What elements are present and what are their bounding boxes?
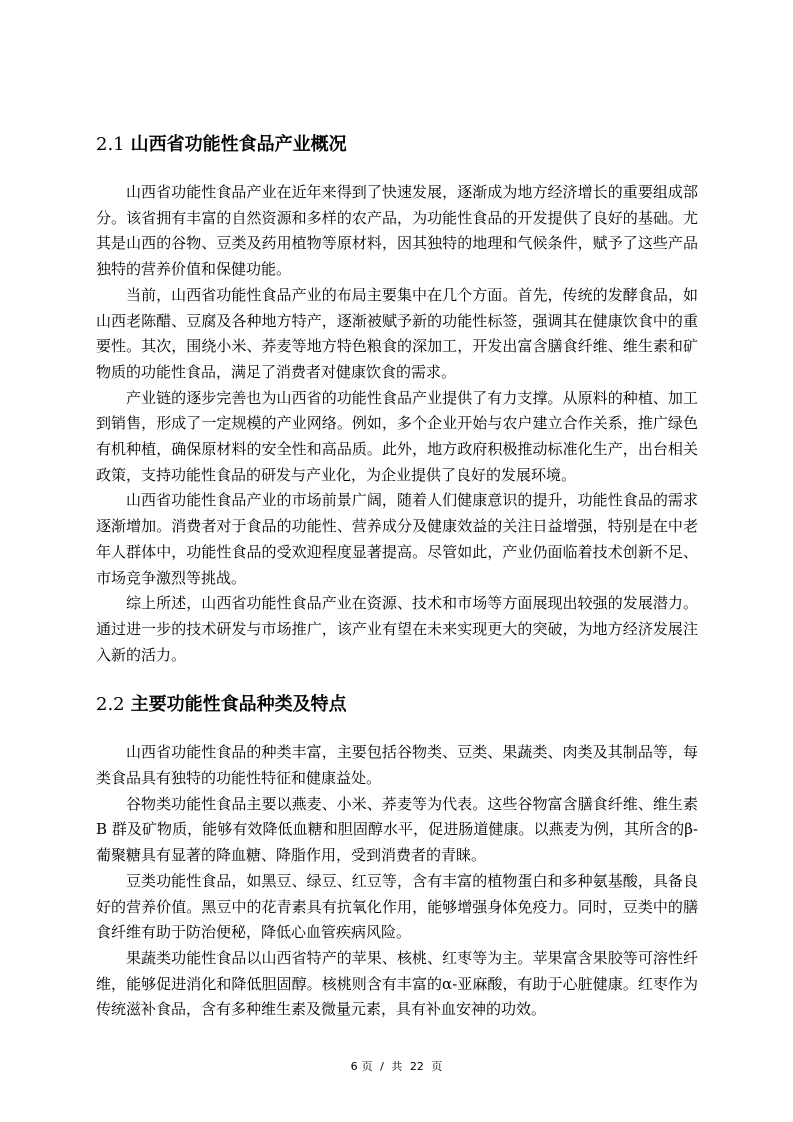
- paragraph: 豆类功能性食品，如黑豆、绿豆、红豆等，含有丰富的植物蛋白和多种氨基酸，具备良好的营养价值。黑豆中的花青素具有抗氧化作用，能够增强身体免疫力。同时，豆类中的膳食纤维有助于防治便秘，降低心血管疾病风险。: [96, 871, 698, 942]
- section-number: 2.2: [96, 694, 125, 716]
- section-title: 山西省功能性食品产业概况: [130, 134, 347, 155]
- current-page-number: 6: [350, 1060, 358, 1073]
- paragraph: 山西省功能性食品产业的市场前景广阔，随着人们健康意识的提升，功能性食品的需求逐渐增加。消费者对于食品的功能性、营养成分及健康效益的关注日益增强，特别是在中老年人群体中，功能性食品的受欢迎程度显著提高。尽管如此，产业仍面临着技术创新不足、市场竞争激烈等挑战。: [96, 491, 698, 587]
- page-content: [96, 128, 698, 1023]
- page-separator: /: [380, 1060, 384, 1073]
- section-number: 2.1: [96, 134, 125, 155]
- paragraph: 当前，山西省功能性食品产业的布局主要集中在几个方面。首先，传统的发酵食品，如山西老陈醋、豆腐及各种地方特产，逐渐被赋予新的功能性标签，强调其在健康饮食中的重要性。其次，围绕小米、荞麦等地方特色粮食的深加工，开发出富含膳食纤维、维生素和矿物质的功能性食品，满足了消费者对健康饮食的需求。: [96, 285, 698, 381]
- page-label: 页: [361, 1060, 373, 1073]
- paragraph: 综上所述，山西省功能性食品产业在资源、技术和市场等方面展现出较强的发展潜力。通过进一步的技术研发与市场推广，该产业有望在未来实现更大的突破，为地方经济发展注入新的活力。: [96, 594, 698, 664]
- total-pages: 22: [409, 1060, 424, 1073]
- section-title: 主要功能性食品种类及特点: [130, 694, 347, 716]
- section-heading-2-1: [96, 132, 698, 158]
- page-footer: [0, 1058, 793, 1074]
- total-prefix: 共: [391, 1060, 403, 1073]
- paragraph: 山西省功能性食品的种类丰富，主要包括谷物类、豆类、果蔬类、肉类及其制品等，每类食品具有独特的功能性特征和健康益处。: [96, 743, 698, 788]
- paragraph: 山西省功能性食品产业在近年来得到了快速发展，逐渐成为地方经济增长的重要组成部分。该省拥有丰富的自然资源和多样的农产品，为功能性食品的开发提供了良好的基础。尤其是山西的谷物、豆类及药用植物等原材料，因其独特的地理和气候条件，赋予了这些产品独特的营养价值和保健功能。: [96, 183, 698, 279]
- total-suffix: 页: [431, 1060, 443, 1073]
- paragraph: 产业链的逐步完善也为山西省的功能性食品产业提供了有力支撑。从原料的种植、加工到销售，形成了一定规模的产业网络。例如，多个企业开始与农户建立合作关系，推广绿色有机种植，确保原材料的安全性和高品质。此外，地方政府积极推动标准化生产，出台相关政策，支持功能性食品的研发与产业化，为企业提供了良好的发展环境。: [96, 388, 698, 484]
- paragraph: 谷物类功能性食品主要以燕麦、小米、荞麦等为代表。这些谷物富含膳食纤维、维生素 B 群及矿物质，能够有效降低血糖和胆固醇水平，促进肠道健康。以燕麦为例，其所含的β-葡聚糖具有显著的降血糖、降脂作用，受到消费者的青睐。: [96, 794, 698, 865]
- section-heading-2-2: [96, 692, 698, 718]
- paragraph: 果蔬类功能性食品以山西省特产的苹果、核桃、红枣等为主。苹果富含果胶等可溶性纤维，能够促进消化和降低胆固醇。核桃则含有丰富的α-亚麻酸，有助于心脏健康。红枣作为传统滋补食品，含有多种维生素及微量元素，具有补血安神的功效。: [96, 948, 698, 1019]
